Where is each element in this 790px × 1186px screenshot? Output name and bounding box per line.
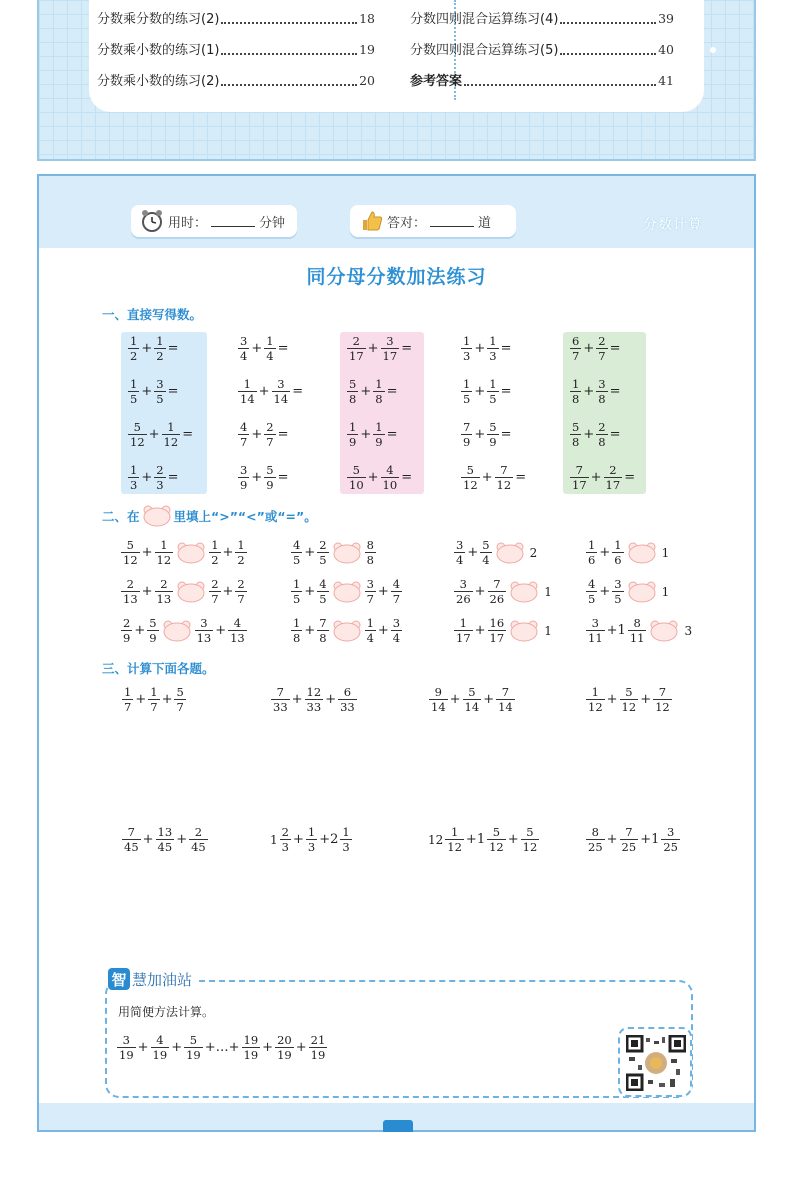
operator: =: [167, 470, 179, 485]
operator: +: [599, 584, 611, 599]
operator: +: [481, 470, 493, 485]
operator: +: [135, 692, 147, 707]
operator: +: [474, 427, 486, 442]
toc-leader-dots: [560, 53, 656, 55]
math-expression: [460, 335, 512, 362]
fraction: $\frac{7}{12}$: [655, 685, 670, 714]
math-expression: [121, 826, 209, 853]
comparison-circle-icon[interactable]: [176, 542, 206, 564]
series-brand: 分数计算: [643, 217, 703, 233]
fraction: $\frac{3}{17}$: [382, 334, 398, 363]
brand-dot: [710, 47, 716, 53]
operator: +: [295, 1040, 307, 1055]
operator: +: [377, 623, 389, 638]
comparison-circle-icon[interactable]: [162, 620, 192, 642]
math-expression: [569, 421, 621, 448]
tip-heading: [108, 966, 196, 992]
fraction: $\frac{3}{5}$: [156, 377, 164, 406]
math-expression: [585, 686, 673, 713]
fraction: $\frac{1}{17}$: [456, 616, 471, 645]
fraction: $\frac{5}{14}$: [464, 685, 480, 714]
operator: +: [251, 341, 263, 356]
correct-unit: 道: [478, 215, 492, 231]
operator: +: [251, 470, 263, 485]
operator: +: [360, 427, 372, 442]
comparison-circle-icon[interactable]: [649, 620, 679, 642]
toc-entry[interactable]: [97, 8, 375, 28]
correct-label: 答对：: [387, 215, 427, 231]
operator: =: [277, 427, 289, 442]
brand-dot: [613, 47, 619, 53]
operator: +: [583, 384, 595, 399]
math-expression: [237, 464, 289, 491]
fraction: $\frac{2}{5}$: [319, 538, 327, 567]
operator: +: [176, 832, 188, 847]
math-expression: [460, 378, 512, 405]
toc-entry-label: 分数乘小数的练习(2): [97, 74, 220, 89]
operator: =: [624, 470, 636, 485]
comparison-circle-icon[interactable]: [495, 542, 525, 564]
correct-count-field: [350, 205, 516, 237]
math-expression: [460, 421, 512, 448]
fraction: $\frac{1}{2}$: [156, 334, 164, 363]
fraction: $\frac{7}{12}$: [496, 463, 512, 492]
fraction: $\frac{2}{3}$: [156, 463, 164, 492]
fraction: $\frac{3}{5}$: [614, 577, 622, 606]
operator: +: [258, 384, 270, 399]
fraction: $\frac{5}{12}$: [123, 538, 138, 567]
operator: +: [142, 832, 154, 847]
operator: +: [304, 584, 316, 599]
toc-leader-dots: [221, 53, 357, 55]
comparison-circle-icon[interactable]: [332, 620, 362, 642]
comparison-circle-icon[interactable]: [176, 581, 206, 603]
operator: +: [377, 584, 389, 599]
toc-leader-dots: [221, 22, 357, 24]
fraction: $\frac{2}{8}$: [598, 420, 606, 449]
operator: +: [360, 384, 372, 399]
math-expression: [585, 826, 681, 853]
math-expression: [585, 539, 669, 566]
fraction: $\frac{1}{3}$: [342, 825, 350, 854]
fraction: $\frac{7}{8}$: [319, 616, 327, 645]
operator: +: [215, 623, 227, 638]
operator: =: [167, 384, 179, 399]
operator: =: [277, 341, 289, 356]
operator: +: [141, 584, 153, 599]
number: 3: [684, 623, 693, 638]
fraction: $\frac{7}{26}$: [489, 577, 505, 606]
fraction: $\frac{1}{9}$: [375, 420, 383, 449]
math-expression: [453, 617, 552, 644]
operator: +: [590, 470, 602, 485]
operator: +: [606, 832, 618, 847]
fraction: $\frac{1}{4}$: [266, 334, 274, 363]
fraction: $\frac{1}{8}$: [293, 616, 301, 645]
operator: +: [449, 692, 461, 707]
fraction: $\frac{3}{4}$: [240, 334, 248, 363]
operator: +: [141, 545, 153, 560]
fraction: $\frac{2}{13}$: [156, 577, 172, 606]
fraction: $\frac{3}{8}$: [598, 377, 606, 406]
comparison-circle-icon[interactable]: [509, 581, 539, 603]
fraction: $\frac{5}{10}$: [349, 463, 364, 492]
section-1-heading: 一、直接写得数。: [102, 307, 203, 322]
toc-entry-label: 分数乘小数的练习(1): [97, 43, 220, 58]
number: 1: [544, 584, 552, 599]
fraction: $\frac{7}{25}$: [621, 825, 637, 854]
math-expression: [453, 578, 552, 605]
fraction: $\frac{1}{2}$: [211, 538, 219, 567]
comparison-circle-icon[interactable]: [627, 581, 657, 603]
fraction: $\frac{1}{3}$: [463, 334, 471, 363]
bear-circle-icon: [142, 505, 172, 527]
fraction: $\frac{3}{14}$: [273, 377, 289, 406]
operator: =: [609, 427, 621, 442]
fraction: $\frac{1}{5}$: [130, 377, 138, 406]
page-number-tab: [383, 1120, 413, 1132]
number: 1: [661, 545, 670, 560]
section-2-heading-pre: 二、在: [102, 509, 140, 524]
operator: +1: [606, 623, 626, 638]
comparison-circle-icon[interactable]: [332, 542, 362, 564]
fraction: $\frac{1}{12}$: [163, 420, 179, 449]
operator: +: [141, 470, 153, 485]
fraction: $\frac{3}{7}$: [366, 577, 374, 606]
fraction: $\frac{20}{19}$: [277, 1033, 292, 1062]
operator: +: [161, 692, 173, 707]
section-3-heading: 三、计算下面各题。: [102, 661, 215, 676]
toc-entry-page: 39: [658, 11, 674, 26]
whole-number: 12: [428, 832, 444, 847]
operator: +: [474, 584, 486, 599]
time-blank[interactable]: [211, 215, 255, 227]
operator: =: [500, 427, 512, 442]
fraction: $\frac{1}{3}$: [489, 334, 497, 363]
math-expression: [569, 378, 621, 405]
fraction: $\frac{8}{8}$: [366, 538, 374, 567]
operator: +: [134, 623, 146, 638]
toc-leader-dots: [464, 84, 656, 86]
math-expression: [428, 826, 540, 853]
fraction: $\frac{2}{45}$: [191, 825, 206, 854]
operator: =: [277, 470, 289, 485]
toc-entry-label: 分数四则混合运算练习(5): [410, 43, 559, 58]
math-expression: [237, 421, 289, 448]
operator: +: [474, 623, 486, 638]
operator: +: [291, 692, 303, 707]
operator: =: [182, 427, 194, 442]
math-expression: [569, 464, 636, 491]
fraction: $\frac{1}{6}$: [588, 538, 596, 567]
fraction: $\frac{3}{11}$: [588, 616, 603, 645]
operator: +: [222, 545, 234, 560]
fraction: $\frac{21}{19}$: [310, 1033, 326, 1062]
comparison-circle-icon[interactable]: [332, 581, 362, 603]
operator: +: [474, 384, 486, 399]
operator: +: [171, 1040, 183, 1055]
operator: =: [500, 341, 512, 356]
math-expression: [346, 378, 398, 405]
fraction: $\frac{1}{6}$: [614, 538, 622, 567]
toc-entry-page: 20: [359, 73, 375, 88]
fraction: $\frac{4}{7}$: [240, 420, 248, 449]
toc-entry[interactable]: [410, 8, 674, 28]
math-expression: [116, 1034, 328, 1061]
fraction: $\frac{2}{17}$: [349, 334, 364, 363]
operator: +: [304, 545, 316, 560]
fraction: $\frac{5}{4}$: [482, 538, 490, 567]
fraction: $\frac{6}{33}$: [340, 685, 355, 714]
operator: =: [386, 427, 398, 442]
operator: +: [583, 427, 595, 442]
qr-code-frame: [618, 1027, 692, 1097]
fraction: $\frac{2}{7}$: [237, 577, 245, 606]
number: 1: [544, 623, 552, 638]
operator: =: [401, 470, 413, 485]
operator: =: [500, 384, 512, 399]
operator: +: [222, 584, 234, 599]
operator: =: [515, 470, 527, 485]
fraction: $\frac{3}{9}$: [240, 463, 248, 492]
fraction: $\frac{7}{9}$: [463, 420, 471, 449]
fraction: $\frac{6}{7}$: [572, 334, 580, 363]
fraction: $\frac{3}{19}$: [119, 1033, 134, 1062]
fraction: $\frac{5}{12}$: [522, 825, 538, 854]
fraction: $\frac{2}{7}$: [266, 420, 274, 449]
toc-entry[interactable]: [410, 39, 674, 59]
operator: +: [367, 341, 379, 356]
math-expression: [127, 464, 179, 491]
math-expression: [237, 378, 304, 405]
fraction: $\frac{5}{9}$: [149, 616, 157, 645]
operator: +: [304, 623, 316, 638]
time-unit: 分钟: [259, 215, 286, 231]
operator: +: [606, 692, 618, 707]
time-field: [131, 205, 297, 237]
fraction: $\frac{4}{10}$: [382, 463, 398, 492]
fraction: $\frac{2}{9}$: [123, 616, 131, 645]
fraction: $\frac{1}{5}$: [489, 377, 497, 406]
correct-blank[interactable]: [430, 215, 474, 227]
math-expression: [120, 578, 248, 605]
math-expression: [460, 464, 527, 491]
operator: =: [609, 341, 621, 356]
math-expression: [585, 617, 692, 644]
fraction: $\frac{1}{14}$: [240, 377, 255, 406]
fraction: $\frac{5}{9}$: [489, 420, 497, 449]
fraction: $\frac{1}{8}$: [572, 377, 580, 406]
fraction: $\frac{1}{2}$: [237, 538, 245, 567]
operator: +1: [465, 832, 486, 847]
operator: +: [141, 384, 153, 399]
math-expression: [290, 578, 403, 605]
fraction: $\frac{4}{5}$: [319, 577, 327, 606]
fraction: $\frac{5}{12}$: [463, 463, 478, 492]
math-expression: [127, 335, 179, 362]
operator: +: [367, 470, 379, 485]
fraction: $\frac{3}{4}$: [392, 616, 401, 645]
operator: =: [609, 384, 621, 399]
fraction: $\frac{1}{3}$: [307, 825, 316, 854]
comparison-circle-icon[interactable]: [509, 620, 539, 642]
fraction: $\frac{1}{12}$: [156, 538, 172, 567]
number: 2: [529, 545, 538, 560]
fraction: $\frac{1}{5}$: [293, 577, 301, 606]
fraction: $\frac{1}{7}$: [150, 685, 158, 714]
fraction: $\frac{7}{17}$: [572, 463, 587, 492]
fraction: $\frac{1}{9}$: [349, 420, 357, 449]
fraction: $\frac{1}{2}$: [130, 334, 138, 363]
fraction: $\frac{7}{33}$: [273, 685, 288, 714]
tip-title: 慧加油站: [132, 970, 193, 989]
math-expression: [121, 686, 187, 713]
math-expression: [127, 421, 194, 448]
operator: +: [640, 692, 652, 707]
page-title: 同分母分数加法练习: [306, 266, 487, 288]
fraction: $\frac{1}{7}$: [124, 685, 132, 714]
fraction: $\frac{3}{4}$: [456, 538, 464, 567]
toc-leader-dots: [221, 84, 357, 86]
fraction: $\frac{2}{7}$: [598, 334, 606, 363]
fraction: $\frac{1}{12}$: [588, 685, 603, 714]
fraction: $\frac{1}{8}$: [375, 377, 383, 406]
operator: +: [483, 692, 495, 707]
operator: +: [148, 427, 160, 442]
number: 1: [661, 584, 670, 599]
fraction: $\frac{4}{7}$: [392, 577, 401, 606]
operator: +: [599, 545, 611, 560]
operator: +: [292, 832, 304, 847]
thumbs-up-icon: [358, 208, 384, 234]
fraction: $\frac{4}{13}$: [230, 616, 245, 645]
math-expression: [270, 826, 353, 853]
operator: +: [325, 692, 337, 707]
toc-entry-page: 18: [359, 11, 375, 26]
fraction: $\frac{2}{17}$: [605, 463, 621, 492]
math-expression: [346, 464, 413, 491]
fraction: $\frac{7}{45}$: [124, 825, 139, 854]
fraction: $\frac{5}{12}$: [621, 685, 637, 714]
fraction: $\frac{4}{5}$: [293, 538, 301, 567]
fraction: $\frac{3}{25}$: [663, 825, 678, 854]
tip-instruction: 用简便方法计算。: [118, 1005, 215, 1019]
fraction: $\frac{5}{7}$: [176, 685, 184, 714]
fraction: $\frac{7}{14}$: [498, 685, 513, 714]
math-expression: [453, 539, 537, 566]
section-2-heading-post: 里填上“>”“<”或“=”。: [173, 509, 317, 524]
toc-entry[interactable]: [97, 39, 375, 59]
math-expression: [428, 686, 516, 713]
math-expression: [346, 421, 398, 448]
operator: +: [251, 427, 263, 442]
operator: +…+: [204, 1040, 240, 1055]
operator: +: [137, 1040, 149, 1055]
fraction: $\frac{5}{12}$: [489, 825, 504, 854]
fraction: $\frac{13}{45}$: [157, 825, 173, 854]
fraction: $\frac{12}{33}$: [306, 685, 322, 714]
fraction: $\frac{3}{13}$: [196, 616, 212, 645]
fraction: $\frac{5}{8}$: [572, 420, 580, 449]
toc-entry-label: 分数乘分数的练习(2): [97, 12, 220, 27]
fraction: $\frac{5}{19}$: [186, 1033, 201, 1062]
operator: +2: [319, 832, 339, 847]
fraction: $\frac{4}{19}$: [152, 1033, 168, 1062]
fraction: $\frac{16}{17}$: [489, 616, 505, 645]
fraction: $\frac{5}{8}$: [349, 377, 357, 406]
fraction: $\frac{1}{4}$: [366, 616, 374, 645]
operator: +: [262, 1040, 274, 1055]
operator: =: [386, 384, 398, 399]
toc-entry[interactable]: [410, 70, 674, 90]
toc-entry[interactable]: [97, 70, 375, 90]
alarm-clock-icon: [139, 208, 165, 234]
math-expression: [120, 539, 248, 566]
time-label: 用时：: [168, 215, 208, 231]
operator: +: [474, 341, 486, 356]
math-expression: [270, 686, 358, 713]
whole-number: 1: [270, 832, 278, 847]
math-expression: [346, 335, 413, 362]
toc-entry-page: 19: [359, 42, 375, 57]
fraction: $\frac{1}{12}$: [447, 825, 462, 854]
operator: +1: [640, 832, 660, 847]
fraction: $\frac{1}{5}$: [463, 377, 471, 406]
fraction: $\frac{2}{3}$: [281, 825, 289, 854]
fraction: $\frac{2}{13}$: [123, 577, 138, 606]
math-expression: [127, 378, 179, 405]
math-expression: [585, 578, 669, 605]
fraction: $\frac{3}{26}$: [456, 577, 471, 606]
section-2-heading: [102, 505, 317, 527]
operator: =: [292, 384, 304, 399]
fraction: $\frac{5}{9}$: [266, 463, 274, 492]
fraction: $\frac{9}{14}$: [431, 685, 446, 714]
toc-entry-label: 分数四则混合运算练习(4): [410, 12, 559, 27]
fraction: $\frac{19}{19}$: [243, 1033, 259, 1062]
fraction: $\frac{8}{25}$: [588, 825, 603, 854]
qr-code-icon[interactable]: [626, 1035, 686, 1091]
math-expression: [237, 335, 289, 362]
fraction: $\frac{4}{5}$: [588, 577, 596, 606]
operator: =: [167, 341, 179, 356]
operator: +: [467, 545, 479, 560]
operator: +: [507, 832, 519, 847]
fraction: $\frac{2}{7}$: [211, 577, 219, 606]
operator: +: [141, 341, 153, 356]
toc-entry-page: 40: [658, 42, 674, 57]
operator: =: [401, 341, 413, 356]
toc-leader-dots: [560, 22, 656, 24]
comparison-circle-icon[interactable]: [627, 542, 657, 564]
operator: +: [583, 341, 595, 356]
fraction: $\frac{5}{12}$: [130, 420, 145, 449]
tip-icon: 智: [108, 968, 130, 990]
fraction: $\frac{1}{3}$: [130, 463, 138, 492]
fraction: $\frac{8}{11}$: [629, 616, 645, 645]
math-expression: [120, 617, 248, 644]
toc-entry-label: 参考答案: [410, 74, 463, 89]
math-expression: [569, 335, 621, 362]
math-expression: [290, 539, 377, 566]
math-expression: [290, 617, 403, 644]
toc-entry-page: 41: [658, 73, 674, 88]
